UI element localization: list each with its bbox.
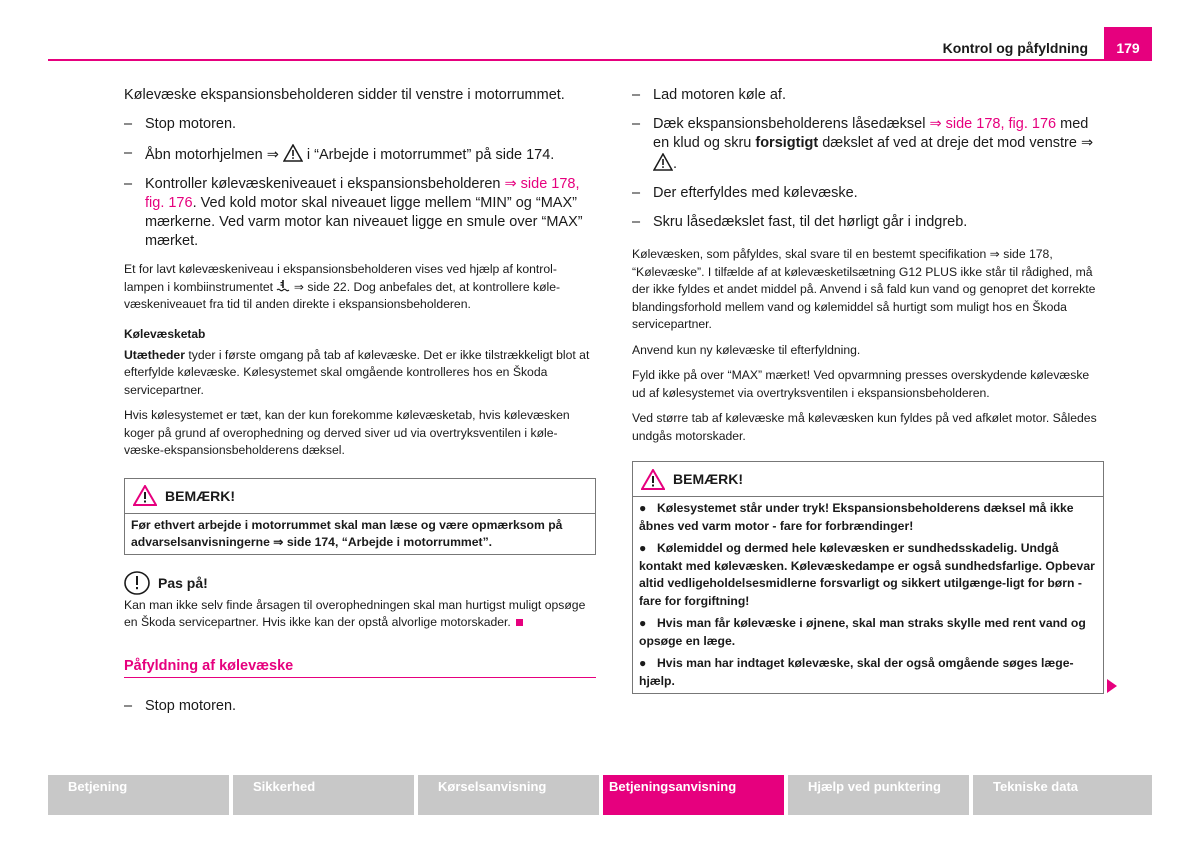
warning-triangle-icon	[641, 469, 665, 490]
warning-triangle-icon	[133, 485, 157, 506]
bullet-icon: ●	[639, 656, 647, 670]
note-item: ● Hvis man får kølevæske i øjnene, skal man straks skylle med rent vand og opsøge en læge.	[639, 616, 1086, 648]
page-header-title: Kontrol og påfyldning	[942, 40, 1088, 56]
page-number: 179	[1104, 27, 1152, 60]
tab-sikkerhed[interactable]: Sikkerhed	[233, 775, 414, 815]
coolant-warning-icon	[276, 279, 290, 293]
caution-text: Kan man ikke selv finde årsagen til overophedningen skal man hurtigst muligt opsøge en Škoda servicepartner. Hvis ikke kan der opstå alvorlige motorskader.	[124, 597, 586, 629]
step-check-level: – Kontroller kølevæskeniveauet i ekspansionsbeholderen ⇒ side 178, fig. 176. Ved kold motor skal niveauet ligge mellem “MIN” og “MAX” mærkerne. Ved varm motor kan niveauet ligge en smule over “MAX” mærket.	[124, 176, 583, 249]
right-column	[632, 86, 1104, 694]
intro-text: Kølevæske ekspansionsbeholderen sidder til venstre i motorrummet.	[124, 87, 565, 103]
step-open-cap: – Dæk ekspansionsbeholderens låsedæksel ⇒ side 178, fig. 176 med en klud og skru forsigtigt dækslet af ved at dreje det mod venstre ⇒ .	[632, 116, 1094, 172]
step-open-hood: – Åbn motorhjelmen ⇒ i “Arbejde i motorrummet” på side 174.	[124, 145, 555, 163]
warning-triangle-icon	[283, 144, 303, 162]
boil-text: Hvis kølesystemet er tæt, kan der kun forekomme kølevæsketab, hvis kølevæsken koger på grund af overophedning og derved siver ud via overtryksventilen i køle-væske-ekspansionsbeholderens dæksel.	[124, 408, 570, 457]
warning-triangle-icon	[653, 153, 673, 171]
cold-engine-text: Ved større tab af kølevæske må kølevæsken kun fyldes på ved afkølet motor. Således undgås motorskader.	[632, 411, 1097, 443]
new-coolant-text: Anvend kun ny kølevæske til efterfyldning.	[632, 342, 861, 357]
continue-arrow-icon	[1106, 678, 1118, 694]
low-level-text: Et for lavt kølevæskeniveau i ekspansionsbeholderen vises ved hjælp af kontrol-lampen i kombiinstrumentet ⇒ side 22. Dog anbefales det, at kontrollere køle-væskeniveauet fra tid til anden direkte i ekspansionsbeholderen.	[124, 262, 561, 311]
bullet-icon: ●	[639, 616, 647, 630]
step-cool-engine: – Lad motoren køle af.	[632, 87, 786, 103]
note-box-header: BEMÆRK!	[125, 479, 595, 514]
leak-text: Utætheder tyder i første omgang på tab af kølevæske. Det er ikke tilstrækkeligt blot at efterfylde kølevæske. Kølesystemet skal omgående kontrolleres hos en Škoda servicepartner.	[124, 347, 590, 397]
header-rule	[48, 59, 1152, 61]
tab-betjening[interactable]: Betjening	[48, 775, 229, 815]
note-item: ● Kølesystemet står under tryk! Ekspansionsbeholderens dæksel må ikke åbnes ved varm motor - fare for forbrændinger!	[639, 501, 1074, 533]
note-box-left	[124, 478, 596, 555]
tab-tekniske-data[interactable]: Tekniske data	[973, 775, 1152, 815]
spec-text: Kølevæsken, som påfyldes, skal svare til en bestemt specifikation ⇒ side 178, “Kølevæske”. I tilfælde af at kølevæsketilsætning G12 PLUS ikke står til rådighed, må der ikke fyldes et andet middel på. Anvend i så fald kun vand og genopret det korrekte blandingsforhold mellem vand og kølemiddel så hurtigt som muligt hos en Škoda servicepartner.	[632, 247, 1096, 331]
step-stop-engine: – Stop motoren.	[124, 116, 237, 132]
bullet-icon: ●	[639, 541, 647, 555]
subhead-coolant-loss: Kølevæsketab	[124, 326, 206, 341]
step-refill: – Der efterfyldes med kølevæske.	[632, 185, 858, 201]
step-stop-engine-2: – Stop motoren.	[124, 697, 237, 714]
note-item: ● Hvis man har indtaget kølevæske, skal der også omgående søges læge-hjælp.	[639, 656, 1074, 688]
tab-korselsanvisning[interactable]: Kørselsanvisning	[418, 775, 599, 815]
step-tighten-cap: – Skru låsedækslet fast, til det hørligt går i indgreb.	[632, 214, 968, 230]
note-item: ● Kølemiddel og dermed hele kølevæsken er sundhedsskadelig. Undgå kontakt med kølevæsken. Kølevæskedampe er også sundhedsfarlige. Opbevar altid vedligeholdelsesmidlerne forsvarligt og sikkert utilgænge-ligt for børn - fare for forgiftning!	[639, 541, 1095, 608]
section-title-refill: Påfyldning af kølevæske	[124, 658, 596, 678]
note-box-right	[632, 461, 1104, 694]
bullet-icon: ●	[639, 501, 647, 515]
tab-betjeningsanvisning[interactable]: Betjeningsanvisning	[603, 775, 784, 815]
max-mark-text: Fyld ikke på over “MAX” mærket! Ved opvarmning presses overskydende kølevæske ud af kølesystemet via overtryksventilen i ekspansionsbeholderen.	[632, 368, 1090, 400]
chapter-nav	[48, 775, 1152, 815]
link-side-178[interactable]: ⇒ side 178, fig. 176	[145, 176, 580, 211]
tab-hjaelp-ved-punktering[interactable]: Hjælp ved punktering	[788, 775, 969, 815]
note-box-body	[633, 497, 1103, 693]
link-side-178[interactable]: ⇒ side 178, fig. 176	[929, 116, 1057, 132]
caution-header: Pas på!	[124, 571, 596, 595]
section-end-mark	[516, 619, 523, 626]
note-box-body: Før ethvert arbejde i motorrummet skal man læse og være opmærksom på advarselsanvisningerne ⇒ side 174, “Arbejde i motorrummet”.	[131, 517, 563, 549]
left-column	[124, 86, 596, 726]
caution-exclamation-icon	[124, 571, 150, 595]
note-box-header: BEMÆRK!	[633, 462, 1103, 497]
